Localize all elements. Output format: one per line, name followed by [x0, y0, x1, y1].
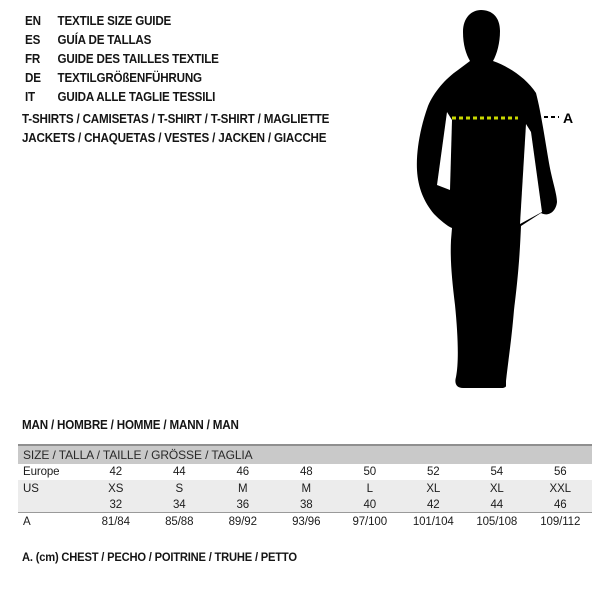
- size-cell: 101/104: [412, 515, 454, 528]
- section-title-man: MAN / HOMBRE / HOMME / MANN / MAN: [22, 418, 239, 432]
- language-row: [25, 50, 219, 69]
- size-cell: 109/112: [540, 515, 581, 528]
- size-cell: 46: [553, 498, 567, 511]
- size-cell: 38: [299, 498, 313, 511]
- size-cell: 48: [299, 466, 313, 478]
- size-cell: 44: [172, 466, 186, 478]
- size-cell: 42: [109, 466, 123, 478]
- size-cell: 89/92: [228, 515, 257, 528]
- language-label: GUÍA DE TALLAS: [57, 33, 152, 47]
- size-cell: 50: [363, 466, 377, 478]
- size-cell: 46: [236, 466, 250, 478]
- language-row: [25, 31, 219, 50]
- language-code: IT: [25, 90, 35, 104]
- language-code: ES: [25, 33, 41, 47]
- size-cell: M: [301, 482, 311, 495]
- language-row: [25, 12, 219, 31]
- size-cell: 56: [553, 466, 567, 478]
- language-row: [25, 88, 219, 107]
- table-row-numeric: [18, 497, 592, 512]
- size-cell: L: [366, 482, 373, 495]
- category-tshirts: T-SHIRTS / CAMISETAS / T-SHIRT / T-SHIRT / MAGLIETTE: [22, 112, 330, 126]
- size-cell: 42: [426, 498, 440, 511]
- size-cell: 40: [363, 498, 377, 511]
- size-cell: 32: [109, 498, 123, 511]
- table-row-us: [18, 480, 592, 497]
- category-jackets: JACKETS / CHAQUETAS / VESTES / JACKEN / GIACCHE: [22, 131, 327, 145]
- size-cell: XXL: [549, 482, 571, 495]
- language-code: DE: [25, 71, 41, 85]
- category-lines: [22, 110, 329, 148]
- size-cell: XS: [108, 482, 124, 495]
- language-code: FR: [25, 52, 41, 66]
- size-cell: 54: [490, 466, 504, 478]
- row-label: A: [23, 515, 31, 528]
- size-cell: 81/84: [101, 515, 130, 528]
- size-cell: XL: [426, 482, 441, 495]
- size-cell: XL: [489, 482, 504, 495]
- row-label: US: [23, 482, 39, 495]
- language-label: TEXTILGRÖßENFÜHRUNG: [57, 71, 202, 85]
- language-label: GUIDE DES TAILLES TEXTILE: [57, 52, 219, 66]
- size-cell: 105/108: [476, 515, 518, 528]
- size-cell: 44: [490, 498, 504, 511]
- size-cell: 93/96: [292, 515, 321, 528]
- size-table-header: SIZE / TALLA / TAILLE / GRÖSSE / TAGLIA: [18, 446, 592, 464]
- measure-label-a: A: [563, 110, 574, 126]
- row-label: Europe: [23, 466, 60, 478]
- language-row: [25, 69, 219, 88]
- size-cell: 97/100: [352, 515, 388, 528]
- table-row-chest: [18, 512, 592, 530]
- size-table: [18, 444, 592, 530]
- size-cell: 36: [236, 498, 250, 511]
- size-cell: M: [238, 482, 248, 495]
- size-figure: [405, 0, 600, 400]
- language-label: TEXTILE SIZE GUIDE: [57, 14, 172, 28]
- table-row-europe: [18, 464, 592, 480]
- language-label: GUIDA ALLE TAGLIE TESSILI: [57, 90, 216, 104]
- language-code: EN: [25, 14, 41, 28]
- size-cell: 52: [426, 466, 440, 478]
- size-cell: S: [175, 482, 184, 495]
- language-list: [25, 12, 219, 107]
- size-cell: 34: [172, 498, 186, 511]
- chest-footnote: A. (cm) CHEST / PECHO / POITRINE / TRUHE / PETTO: [22, 550, 297, 564]
- size-cell: 85/88: [165, 515, 194, 528]
